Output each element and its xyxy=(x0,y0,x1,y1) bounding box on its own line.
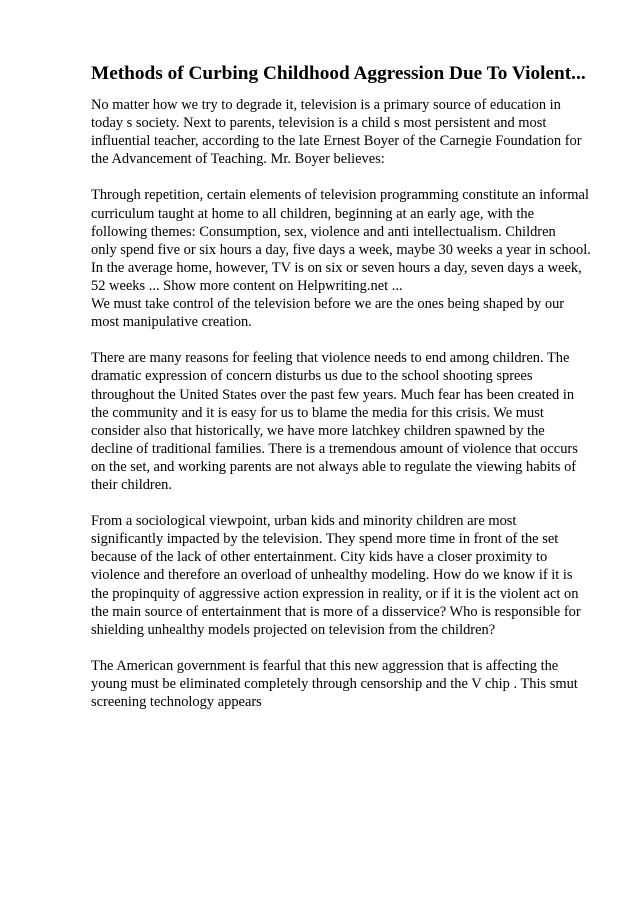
text-line: because of the lack of other entertainment. City kids have a closer proximity to xyxy=(91,549,548,566)
text-line: the Advancement of Teaching. Mr. Boyer believes: xyxy=(91,151,385,168)
text-line: dramatic expression of concern disturbs us due to the school shooting sprees xyxy=(91,368,533,385)
text-line: following themes: Consumption, sex, violence and anti intellectualism. Children xyxy=(91,223,556,240)
text-line: We must take control of the television before we are the ones being shaped by our xyxy=(91,296,565,313)
show-more-line: 52 weeks ... Show more content on Helpwriting.net ... xyxy=(91,277,403,294)
text-line: No matter how we try to degrade it, television is a primary source of education in xyxy=(91,97,561,113)
text-line: shielding unhealthy models projected on television from the children? xyxy=(91,621,496,638)
text-line: the main source of entertainment that is more of a disservice? Who is responsible for xyxy=(91,603,581,620)
text-line: only spend five or six hours a day, five days a week, maybe 30 weeks a year in school. xyxy=(91,241,591,258)
text-line: significantly impacted by the television. They spend more time in front of the set xyxy=(91,531,559,548)
paragraph-3 xyxy=(91,349,601,494)
text-line: influential teacher, according to the late Ernest Boyer of the Carnegie Foundation for xyxy=(91,133,582,150)
text-line: on the set, and working parents are not always able to regulate the viewing habits of xyxy=(91,458,577,475)
paragraph-5 xyxy=(91,657,601,711)
text-line: the propinquity of aggressive action expression in reality, or if it is the violent act on xyxy=(91,585,579,602)
text-line: In the average home, however, TV is on six or seven hours a day, seven days a week, xyxy=(91,259,582,276)
paragraph-2 xyxy=(91,186,601,331)
text-line: From a sociological viewpoint, urban kids and minority children are most xyxy=(91,513,517,530)
text-line: throughout the United States over the past few years. Much fear has been created in xyxy=(91,386,575,403)
text-line: Through repetition, certain elements of television programming constitute an informal xyxy=(91,187,589,204)
text-line: decline of traditional families. There is a tremendous amount of violence that occurs xyxy=(91,440,578,457)
text-line: screening technology appears xyxy=(91,694,262,711)
text-line: young must be eliminated completely through censorship and the V chip . This smut xyxy=(91,676,578,692)
text-line: curriculum taught at home to all children, beginning at an early age, with the xyxy=(91,205,535,222)
text-line: their children. xyxy=(91,476,172,493)
text-line: consider also that historically, we have more latchkey children spawned by the xyxy=(91,422,545,439)
document-title: Methods of Curbing Childhood Aggression Due To Violent... xyxy=(91,63,586,84)
text-line: violence and therefore an overload of unhealthy modeling. How do we know if it is xyxy=(91,567,573,584)
text-line: most manipulative creation. xyxy=(91,314,252,331)
text-line: The American government is fearful that this new aggression that is affecting the xyxy=(91,657,559,674)
text-line: the community and it is easy for us to blame the media for this crisis. We must xyxy=(91,404,544,421)
text-line: today s society. Next to parents, television is a child s most persistent and most xyxy=(91,115,547,132)
text-line: There are many reasons for feeling that violence needs to end among children. The xyxy=(91,350,570,367)
document-body xyxy=(91,96,601,729)
paragraph-4 xyxy=(91,512,601,639)
paragraph-1 xyxy=(91,96,601,168)
